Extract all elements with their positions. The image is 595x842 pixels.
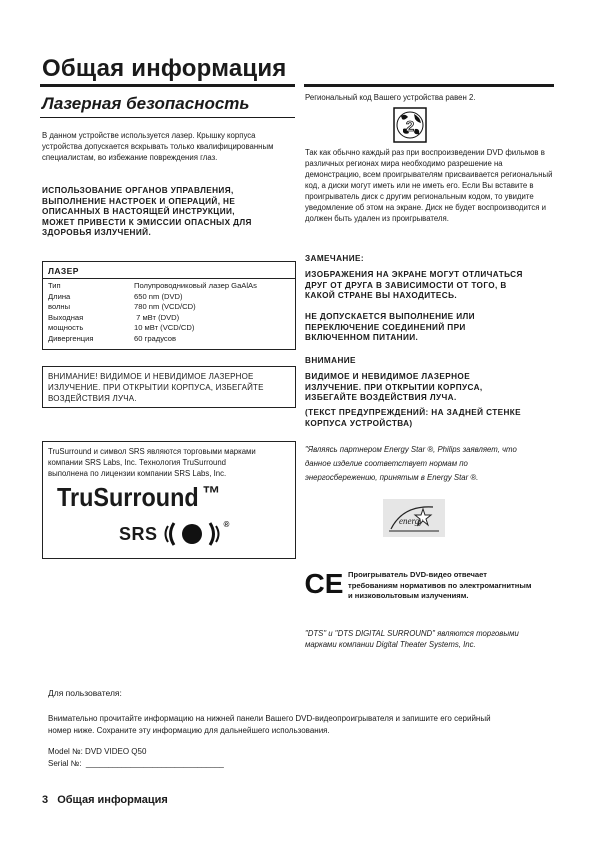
page-footer (42, 794, 168, 806)
title-rule-right (304, 84, 554, 87)
caution-line: ВНИМАНИЕ! ВИДИМОЕ И НЕВИДИМОЕ ЛАЗЕРНОЕ (48, 372, 254, 381)
title-rule (40, 84, 295, 87)
notice-para-1: ИЗОБРАЖЕНИЯ НА ЭКРАНЕ МОГУТ ОТЛИЧАТЬСЯ ДРУГ ОТ ДРУГА В ЗАВИСИМОСТИ ОТ ТОГО, В КАКОЙ СТРАНЕ ВЫ НАХОДИТЕСЬ. (305, 270, 523, 300)
attention-heading: ВНИМАНИЕ (305, 356, 356, 365)
user-heading: Для пользователя: (48, 688, 122, 698)
section-title-laser: Лазерная безопасность (42, 94, 250, 113)
ce-mark-text: CE (305, 568, 343, 599)
laser-spec-row: волны 780 nm (VCD/CD) (48, 302, 196, 311)
laser-spec-row: Тип Полупроводниковый лазер GaAlAs (48, 281, 257, 290)
dts-text: "DTS" и "DTS DIGITAL SURROUND" являются торговыми марками компании Digital Theater Systems, Inc. (305, 629, 519, 649)
attention-para-1: ВИДИМОЕ И НЕВИДИМОЕ ЛАЗЕРНОЕ ИЗЛУЧЕНИЕ. ПРИ ОТКРЫТИИ КОРПУСА, ИЗБЕГАЙТЕ ВОЗДЕЙСТВИЯ ЛУЧА. (305, 372, 483, 402)
region-code: 2 (405, 118, 415, 135)
user-text: Внимательно прочитайте информацию на нижней панели Вашего DVD-видеопроигрывателя и запишите его серийный номер ниже. Сохраните эту информацию для дальнейшего использования. (48, 714, 491, 735)
model-line: Model №: DVD VIDEO Q50 (48, 747, 147, 756)
serial-line: Serial №: _______________________________ (48, 759, 224, 768)
page-number: 3 (42, 794, 49, 806)
caution-line: ВОЗДЕЙСТВИЯ ЛУЧА. (48, 394, 137, 403)
region-text: Так как обычно каждый раз при воспроизведении DVD фильмов в различных регионах мира необходимо разрешение на демонстрацию, всем проигрывателям присваивается региональный код, а диски могут иметь или не иметь его. Если Вы вставите в проигрыватель диск с другим региональным кодом, то увидите уведомление об этом на экране. Диск не будет воспроизводится и должен быть удален из проигрывателя. (305, 148, 553, 223)
region-line: Региональный код Вашего устройства равен 2. (305, 93, 476, 102)
caution-box (42, 366, 296, 408)
srs-logo: SRS ® (119, 520, 229, 548)
laser-spec-row: Длина 650 nm (DVD) (48, 291, 183, 301)
trusurround-logo: TruSurround ™ (57, 482, 221, 512)
srs-circle-icon (164, 520, 226, 548)
warning-line: ОПИСАННЫХ В НАСТОЯЩЕЙ ИНСТРУКЦИИ, (42, 207, 235, 216)
notice-para-2: НЕ ДОПУСКАЕТСЯ ВЫПОЛНЕНИЕ ИЛИ ПЕРЕКЛЮЧЕНИЕ СОЕДИНЕНИЙ ПРИ ВКЛЮЧЕННОМ ПИТАНИИ. (305, 312, 475, 342)
notice-heading: ЗАМЕЧАНИЕ: (305, 254, 364, 263)
laser-spec-row: Дивергенция 60 градусов (48, 333, 177, 343)
warning-line: ВЫПОЛНЕНИЕ НАСТРОЕК И ОПЕРАЦИЙ, НЕ (42, 196, 236, 206)
section-rule (40, 117, 295, 118)
laser-spec-row: Выходная 7 мВт (DVD) (48, 312, 180, 322)
laser-spec-box (42, 261, 296, 350)
caution-line: ИЗЛУЧЕНИЕ. ПРИ ОТКРЫТИИ КОРПУСА, ИЗБЕГАЙТЕ (48, 383, 264, 392)
footer-label: Общая информация (57, 794, 168, 806)
energy-star-text: "Являясь партнером Energy Star ®, Philips заявляет, что данное изделие соответствует нормам по энергосбережению, принятым в Energy Star ®. (305, 445, 517, 482)
ce-mark-icon (305, 567, 343, 599)
energy-star-logo-text: energy (399, 516, 424, 526)
warning-line: МОЖЕТ ПРИВЕСТИ К ЭМИССИИ ОПАСНЫХ ДЛЯ (42, 217, 252, 227)
page-title: Общая информация (42, 55, 287, 82)
energy-star-logo (383, 499, 445, 537)
laser-intro: В данном устройстве используется лазер. Крышку корпуса устройства допускается вскрывать только квалифицированным специалистам, во избежание повреждения глаз. (42, 131, 274, 162)
warning-line: ИСПОЛЬЗОВАНИЕ ОРГАНОВ УПРАВЛЕНИЯ, (42, 186, 234, 195)
warning-line: ЗДОРОВЬЯ ИЗЛУЧЕНИЙ. (42, 228, 152, 237)
trusurround-box (42, 441, 296, 559)
laser-warning (42, 186, 302, 239)
laser-spec-heading: ЛАЗЕР (43, 266, 295, 279)
region-globe-icon (393, 107, 427, 143)
ce-text: Проигрыватель DVD-видео отвечает требованиям нормативов по электромагнитным и низковольтовым излучениям. (348, 570, 532, 600)
trusurround-text: TruSurround и символ SRS являются торговыми марками компании SRS Labs, Inc. Технология TruSurround выполнена по лицензии компании SRS Labs, Inc. (48, 447, 256, 478)
attention-para-2: (ТЕКСТ ПРЕДУПРЕЖДЕНИЙ: НА ЗАДНЕЙ СТЕНКЕ КОРПУСА УСТРОЙСТВА) (305, 408, 522, 428)
laser-spec-row: мощность 10 мВт (VCD/CD) (48, 323, 195, 332)
